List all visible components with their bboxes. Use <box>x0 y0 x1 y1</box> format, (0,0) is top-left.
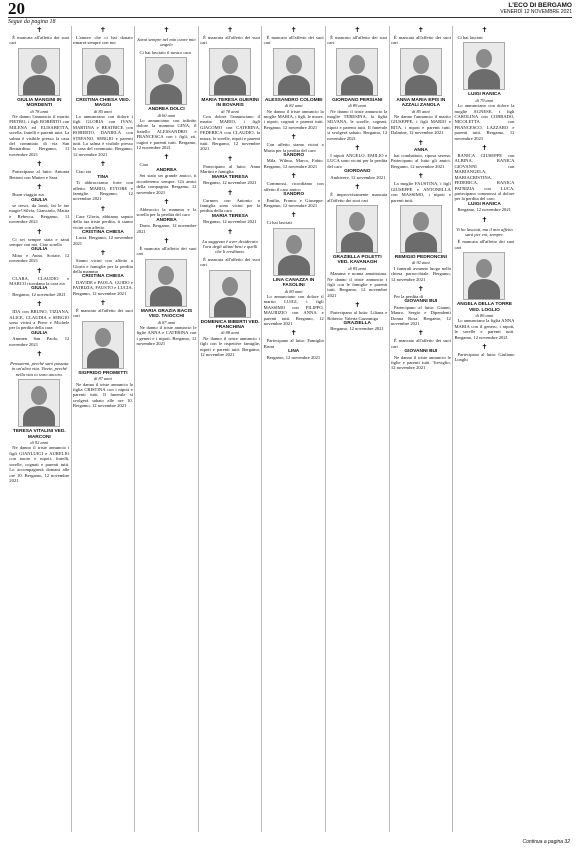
notice-intro: Commossi, ricordiamo con affetto il caro amico <box>263 181 324 192</box>
portrait-photo <box>463 42 505 90</box>
obituary-notice <box>264 211 324 326</box>
obituary-notice <box>200 26 260 152</box>
notice-intro: È mancata all'affetto dei suoi cari <box>200 256 261 268</box>
notice-quote: Pensatemi, perché sarò passata in un'altra vita. Vivete, perché nella vita io sono ancora. <box>10 361 69 377</box>
deceased-name: REMIGIO PEDRONCINI <box>394 254 447 260</box>
cross-icon: ✝ <box>354 301 361 310</box>
cross-icon: ✝ <box>417 329 424 338</box>
notice-intro: Con affetto siamo vicini a Maria per la perdita del caro <box>263 142 324 153</box>
cross-icon: ✝ <box>290 329 297 338</box>
cross-icon: ✝ <box>417 26 424 34</box>
obituary-column <box>8 26 72 832</box>
obituary-notice <box>73 299 133 409</box>
cross-icon: ✝ <box>417 172 424 181</box>
notice-intro: L'amore che ci hai donato rimarrà sempre con noi <box>72 35 133 46</box>
obituary-notice <box>454 26 514 141</box>
notice-body: Ne danno il triste annuncio i figli con le rispettive famiglie, nipoti e parenti tutti. Bergamo, 12 novembre 2021 <box>200 335 261 357</box>
notice-body: Bergamo, 12 novembre 2021 <box>266 354 321 360</box>
deceased-age: di 80 anni <box>284 288 303 294</box>
continued-from: Segue da pagina 18 <box>8 19 56 25</box>
notice-body: Lo annunciano con infinito dolore la mamma GINA, il fratello ALESSANDRO e FRANCESCA con i figli, zii, cugini e parenti tutti. Bergamo, 12 novembre 2021 <box>136 118 197 151</box>
obituary-notice <box>391 329 451 370</box>
notice-body: Sei stato un grande amico, ti ricorderemo sempre. Gli amici della compagnia. Bergamo, 12 novembre 2021 <box>136 173 197 195</box>
notice-intro: Partecipano al lutto: Giuliano Longhi <box>454 352 515 363</box>
portrait-photo <box>18 48 60 96</box>
notice-body: Bergamo, 12 novembre 2021 <box>457 207 511 213</box>
deceased-name: MARIA TERESA <box>211 174 249 180</box>
deceased-name: GIORDANO PERSIANI <box>332 97 383 103</box>
notice-intro: I nipoti ANGELO, EMILIO e LUCA sono vicini per la perdita del caro <box>327 153 388 169</box>
obituary-notice <box>264 133 324 169</box>
deceased-age: di 79 anni <box>475 97 494 103</box>
notice-body: Lo annunciano la figlia ANNA MARIA con il genero, i nipoti, le sorelle e parenti tutti. Bergamo, 12 novembre 2021 <box>454 318 515 340</box>
publication-masthead <box>500 2 572 16</box>
deceased-name: GIOVANNI BUI <box>404 299 438 305</box>
portrait-photo <box>463 252 505 300</box>
notice-body: Lo annunciano con dolore la moglie AGNESE, i figli CAROLINA con CORRADO, NICOLETTA con FRANCESCO, LAZZARO e parenti tutti. Bergamo, 12 novembre 2021 <box>454 103 515 141</box>
cross-icon: ✝ <box>290 26 297 34</box>
notice-body: Mino e Anna. Scriate, 12 novembre 2021 <box>9 252 70 264</box>
notice-body: Ne danno il triste annuncio le figlie e parenti tutti. Treviglio, 12 novembre 2021 <box>390 354 451 371</box>
deceased-name: ALESSANDRO COLOMBI <box>264 97 323 103</box>
notice-body: Partecipano al lutto: Gianni, Mauro, Sergio e Dipendenti Donna Rosa. Bergamo, 12 novembre 2021 <box>390 304 451 326</box>
obituary-notice <box>454 144 514 212</box>
header-rule <box>8 17 572 18</box>
notice-body: I funerali avranno luogo nella chiesa parrocchiale. Bergamo, 12 novembre 2021 <box>390 265 451 282</box>
cross-icon: ✝ <box>227 154 234 163</box>
deceased-name: LINA <box>288 349 300 355</box>
cross-icon: ✝ <box>417 138 424 147</box>
deceased-age: di 92 anni <box>411 260 430 266</box>
cross-icon: ✝ <box>99 204 106 213</box>
cross-icon: ✝ <box>290 133 297 142</box>
notice-intro: Buon viaggio zia <box>12 192 44 198</box>
deceased-name: LINA CANAZZA IN FASOLINI <box>272 277 315 289</box>
deceased-name: GRAZIELLA <box>343 320 371 326</box>
notice-body: Ne danno il triste annuncio la figlia CRISTINA con i nipoti e parenti tutti. Il funerale si svolgerà sabato alle ore 10. Bergamo, 12 novembre 2021 <box>72 381 133 409</box>
portrait-photo <box>336 48 378 96</box>
obituary-notice <box>264 26 324 130</box>
obituary-columns <box>8 26 572 832</box>
deceased-name: ANGELA DELLA TORRE VED. LOGLIO <box>456 302 513 313</box>
obituary-notice <box>391 285 451 326</box>
notice-intro: È mancata all'affetto dei suoi cari <box>454 239 515 250</box>
cross-icon: ✝ <box>290 211 297 220</box>
notice-body: Emilio, Franco e Giuseppe. Bergamo, 12 novembre 2021 <box>263 197 324 208</box>
obituary-column <box>199 26 263 832</box>
page-number: 20 <box>8 0 25 18</box>
obituary-notice <box>136 237 196 347</box>
deceased-name: LUIGI RANICA <box>468 201 501 207</box>
obituary-notice <box>9 267 69 298</box>
notice-intro: È improvvisamente mancata all'affetto dei suoi cari <box>327 192 388 203</box>
obituary-notice <box>200 228 260 358</box>
cross-icon: ✝ <box>99 299 106 307</box>
obituary-column <box>135 26 199 832</box>
notice-intro: È mancata all'affetto dei suoi cari <box>200 35 261 46</box>
notice-intro: È mancata all'affetto dei suoi cari <box>136 245 197 257</box>
notice-intro: Ciao <box>139 162 149 168</box>
obituary-notice <box>73 26 133 157</box>
notice-quote: Vi ho lasciati, ma il mio affetto sarà per voi, sempre. <box>456 226 513 237</box>
portrait-photo <box>400 48 442 96</box>
notice-intro: È mancato all'affetto dei suoi cari <box>327 35 388 46</box>
notice-intro: È mancato all'affetto dei suoi cari <box>390 338 451 349</box>
portrait-photo <box>273 48 315 96</box>
cross-icon: ✝ <box>163 26 170 34</box>
notice-body: Bergamo, 12 novembre 2021 <box>203 180 257 186</box>
deceased-name: ANDREA <box>156 217 177 223</box>
notice-body: Ti abbracciamo forte con affetto. MARIO, ETTORE e famiglie. Bergamo, 12 novembre 2021 <box>72 180 133 202</box>
obituary-notice <box>327 26 387 141</box>
notice-intro: Partecipano al lutto: Antonia Bettoni con Matteo e Sara <box>9 169 70 180</box>
notice-intro: È mancata all'affetto dei suoi cari <box>9 35 70 46</box>
portrait-photo <box>82 48 124 96</box>
obituary-notice <box>136 198 196 234</box>
deceased-name: SANDRO <box>283 192 305 198</box>
deceased-name: CRISTINA CHIESA <box>81 274 124 280</box>
obituary-notice <box>264 172 324 208</box>
deceased-age: di 85 anni <box>348 265 367 271</box>
obituary-notice <box>454 343 514 363</box>
obituary-column <box>390 26 454 832</box>
cross-icon: ✝ <box>481 144 488 153</box>
page-header <box>8 2 572 16</box>
obituary-notice <box>327 144 387 180</box>
deceased-name: CRISTINA CHIESA <box>81 229 124 235</box>
notice-intro: Ci hai lasciato il nostro caro <box>139 49 192 55</box>
cross-icon: ✝ <box>163 236 170 245</box>
notice-intro: Abbraccio la mamma e la sorella per la perdita del caro <box>136 206 197 218</box>
obituary-column <box>72 26 136 832</box>
deceased-name: TINA <box>97 174 109 180</box>
notice-body: Bergamo, 12 novembre 2021 <box>203 219 257 225</box>
notice-intro: Partecipano al lutto: Anna Martini e famiglia <box>200 163 261 175</box>
notice-intro: Ci hai lasciati <box>457 35 483 40</box>
cross-icon: ✝ <box>227 26 234 34</box>
notice-intro: Ciao zia <box>75 169 92 175</box>
cross-icon: ✝ <box>36 183 43 192</box>
portrait-photo <box>400 205 442 253</box>
deceased-name: MARIA TERESA GUERINI IN BOVARIS <box>201 97 259 109</box>
cross-icon: ✝ <box>36 227 43 236</box>
cross-icon: ✝ <box>36 350 43 359</box>
notice-body: Ne danno l'annuncio il marito GIUSEPPE, i figli MARIO e RITA, i nipoti e parenti tutti. Dalmine, 12 novembre 2021 <box>390 114 451 136</box>
obituary-column <box>453 26 516 832</box>
deceased-age: di 78 anni <box>30 108 49 114</box>
cross-icon: ✝ <box>481 343 488 351</box>
obituary-notice <box>9 228 69 264</box>
deceased-name: CRISTINA CHIESA VED. MAGGI <box>75 97 131 109</box>
notice-body: Ammen San Paolo, 12 novembre 2021 <box>9 336 70 347</box>
deceased-name: MARIA TERESA <box>211 213 249 219</box>
deceased-age: di 85 anni <box>411 108 430 114</box>
notice-body: Lucia. Bergamo, 12 novembre 2021 <box>72 235 133 246</box>
deceased-age: di 78 anni <box>221 108 239 114</box>
cross-icon: ✝ <box>99 249 106 258</box>
deceased-name: GRAZIELLA POLETTI VED. KAVANAGH <box>332 254 382 266</box>
notice-intro: RANICA GIUSEPPE con ALBINA, RANICA GIOVANNI con MARIANGELA, MARIACRISTINA, FEDERICA, RANICA PATRIZIA con LUCA, partecipano commossi al dolore per la perdita del caro <box>454 153 515 202</box>
notice-intro: Carmen con Antonio e famiglia sono vicini per la perdita della cara <box>200 197 261 214</box>
notice-body: Ne danno il triste annuncio i figli GIANLUIGI e AURELIO con nuore e nipoti, fratelli, sorelle, cognati e parenti tutti. Lo accompagnerà domani alle ore 10. Bergamo, 12 novembre 2021 <box>9 445 70 483</box>
continued-to: Continua a pagina 32 <box>522 839 570 845</box>
cross-icon: ✝ <box>163 197 170 206</box>
cross-icon: ✝ <box>354 26 361 34</box>
deceased-name: GIULIA <box>31 197 48 203</box>
notice-intro: È mancato all'affetto dei suoi cari <box>72 308 133 319</box>
notice-body: hai combattuto, riposa serena. Partecipano al lutto gli amici. Bergamo, 12 novembre 2021 <box>390 153 451 169</box>
obituary-notice <box>9 160 69 180</box>
deceased-name: ANDREA <box>156 167 177 173</box>
obituary-notice <box>391 139 451 170</box>
notice-body: Ne danno il triste annuncio le figlie ANNA e CATERINA con i generi e i nipoti. Bergamo, 12 novembre 2021 <box>136 324 197 347</box>
portrait-photo <box>145 57 187 105</box>
notice-intro: È mancato all'affetto dei suoi cari <box>263 35 324 46</box>
deceased-name: ANNA <box>413 147 428 153</box>
notice-intro: È mancata all'affetto dei suoi cari <box>390 35 451 46</box>
notice-body: DAVIDE e PAOLA, GUIDO e PATRIZIA, FAUSTO e LUCIA. Bergamo, 12 novembre 2021 <box>72 279 133 296</box>
cross-icon: ✝ <box>227 227 234 236</box>
notice-quote: Sarai sempre nel mio cuore mio angelo <box>137 37 196 48</box>
notice-body: Con dolore l'annunciano il marito MARIO, i figli GIACOMO con CATERINA, FEDERICA con CLAUDIO, la nuora, le sorelle, nipoti e parenti tutti. Bergamo, 12 novembre 2021 <box>200 114 261 152</box>
deceased-name: GIULIA MANGINI IN MORDENTI <box>17 97 62 109</box>
obituary-notice <box>9 26 69 157</box>
publication-date: VENERDÌ 12 NOVEMBRE 2021 <box>500 9 572 15</box>
notice-intro: Ci sei sempre stata e sarai sempre con noi. Ciao sorella <box>9 236 70 247</box>
notice-body: Mila, Wilma, Marco, Fabio. Bergamo, 12 novembre 2021 <box>263 158 324 169</box>
obituary-notice <box>200 155 260 186</box>
cross-icon: ✝ <box>99 26 106 34</box>
deceased-name: SIGFRIDO PROMETTI <box>78 370 128 376</box>
deceased-name: ANNA MARIA EPIS IN AZZALI ZANOLA <box>396 97 446 109</box>
obituary-notice <box>454 216 514 340</box>
cross-icon: ✝ <box>36 26 43 34</box>
notice-intro: Partecipano al lutto: Famiglia Bruni <box>263 338 324 349</box>
cross-icon: ✝ <box>163 153 170 162</box>
portrait-photo <box>209 270 251 318</box>
obituary-notice <box>73 249 133 296</box>
portrait-photo <box>336 205 378 253</box>
deceased-age: di 60 anni <box>157 112 176 118</box>
notice-body: Mamma e nonna amatissima. Ne danno il triste annuncio i figli con le famiglie e parenti tutti. Bergamo, 12 novembre 2021 <box>327 271 388 298</box>
cross-icon: ✝ <box>354 183 361 192</box>
deceased-name: GIORDANO <box>344 169 371 175</box>
notice-body: Ne danno l'annuncio il marito PIETRO, i figli ROBERTO con MILENA ed ELISABETTA, sorella, fratelli e parenti tutti. La salma è visibile presso la casa del commiato di via San Bernardino. Bergamo, 11 novembre 2021 <box>9 114 70 157</box>
notice-intro: Siamo vicini con affetto a Gloria e famiglia per la perdita della mamma <box>72 258 133 274</box>
cross-icon: ✝ <box>290 172 297 181</box>
notice-body: se riesci, da lassù, fai le tue magie! Silvia, Giancarlo, Mattia e Rebecca. Bergamo, 11 novembre 2021 <box>9 202 70 225</box>
deceased-age: di 86 anni <box>475 312 494 318</box>
cross-icon: ✝ <box>481 215 488 224</box>
obituary-notice <box>200 189 260 225</box>
deceased-name: DOMENICA BIBERTI VED. FRANCHINA <box>200 319 260 330</box>
notice-body: Lo annunciano con dolore i figli GLORIA con IVAN, MARTINA e BEATRICE con ROBERTO, DANIELA con STEFANO, SERGIO e parenti tutti. La salma è visibile presso la casa del commiato. Bergamo, 12 novembre 2021 <box>72 114 133 157</box>
obituary-notice <box>73 205 133 246</box>
deceased-name: MARIA GRAZIA BACIS VED. TAIOCCHI <box>140 308 193 320</box>
deceased-age: di 87 anni <box>157 319 176 325</box>
deceased-name: LUIGI RANICA <box>468 92 501 98</box>
deceased-age: di 87 anni <box>93 376 112 382</box>
cross-icon: ✝ <box>36 160 43 169</box>
obituary-column <box>326 26 390 832</box>
deceased-name: GIULIA <box>31 330 48 336</box>
notice-body: Ne danno il triste annuncio la moglie MARIA, i figli, le nuore, i nipoti, cognati e parenti tutti. Bergamo, 12 novembre 2021 <box>263 108 324 130</box>
cross-icon: ✝ <box>354 144 361 153</box>
obituary-notice <box>327 301 387 332</box>
obituary-notice <box>264 329 324 360</box>
notice-body: Bergamo, 12 novembre 2021 <box>12 291 66 297</box>
publication-name: L'ECO DI BERGAMO <box>508 2 572 9</box>
obituary-notice <box>391 172 451 282</box>
deceased-age: di 85 anni <box>93 108 112 114</box>
cross-icon: ✝ <box>99 160 106 169</box>
obituary-notice <box>9 300 69 347</box>
notice-body: Lo annunciano con dolore il marito LUIGI, i figli MASSIMO con FILIPPO, MAURIZIO con ANNA e parenti tutti. Bergamo, 12 novembre 2021 <box>263 293 324 326</box>
deceased-name: GIOVANNI BUI <box>404 349 438 355</box>
notice-body: Dario. Bergamo, 12 novembre 2021 <box>136 223 197 234</box>
notice-body: Ambivere, 12 novembre 2021 <box>330 174 386 180</box>
obituary-column <box>262 26 326 832</box>
deceased-age: di 89 anni <box>348 103 367 109</box>
notice-intro: CLARA, CLAUDIO e MARCO ricordano la cara zia <box>9 275 70 286</box>
cross-icon: ✝ <box>36 300 43 309</box>
cross-icon: ✝ <box>36 266 43 275</box>
notice-intro: La moglie FAUSTINA, i figli GIUSEPPE e ANTONELLA con MASSIMO, i nipoti e parenti tutti. <box>390 181 451 203</box>
deceased-name: SANDRO <box>283 153 305 159</box>
deceased-name: GIULIA <box>31 286 48 292</box>
cross-icon: ✝ <box>227 188 234 197</box>
obituary-notice <box>9 350 69 483</box>
notice-body: Ne danno il triste annuncio la moglie TERESINA, la figlia SILVANA, le sorelle, cognati, nipoti e parenti tutti. Il funerale si svolgerà sabato. Bergamo, 12 novembre 2021 <box>327 108 388 141</box>
cross-icon: ✝ <box>417 284 424 293</box>
notice-intro: Per la perdita di <box>393 293 424 299</box>
deceased-name: GIULIA <box>31 247 48 253</box>
cross-icon: ✝ <box>481 26 488 34</box>
portrait-photo <box>145 259 187 307</box>
obituary-notice <box>73 160 133 201</box>
deceased-age: di 82 anni <box>284 103 303 109</box>
obituary-notice <box>9 183 69 224</box>
notice-intro: IDA con BRUNO, TIZIANA, ALICE, CLAUDIA e SERGIO sono vicini a Piero e Michele per la perdita della cara <box>9 309 70 331</box>
portrait-photo <box>273 228 315 276</box>
deceased-age: di 88 anni <box>221 330 239 336</box>
notice-intro: Ci hai lasciati <box>266 220 292 226</box>
obituary-notice <box>136 153 196 194</box>
portrait-photo <box>209 48 251 96</box>
notice-quote: La saggezza è aver desiderato l'ora degli ultimi beni e quelli che li ereditano. <box>202 238 258 255</box>
deceased-name: TERESA VITALINI VED. MARCONI <box>12 429 66 440</box>
portrait-photo <box>82 321 124 369</box>
obituary-notice <box>136 26 196 150</box>
portrait-photo <box>18 379 60 427</box>
obituary-notice <box>327 183 387 298</box>
notice-intro: Cara Gloria, abbiamo saputo della tua triste perdita, ti siamo vicini con affetto. <box>72 213 133 230</box>
notice-intro: Partecipano al lutto: Liliana e Roberto; Valeria Gazzaniga <box>327 310 388 321</box>
deceased-age: di 92 anni <box>30 440 49 446</box>
obituary-notice <box>391 26 451 136</box>
deceased-name: ANDREA DOLCI <box>148 107 185 113</box>
notice-body: Bergamo, 12 novembre 2021 <box>330 326 384 332</box>
